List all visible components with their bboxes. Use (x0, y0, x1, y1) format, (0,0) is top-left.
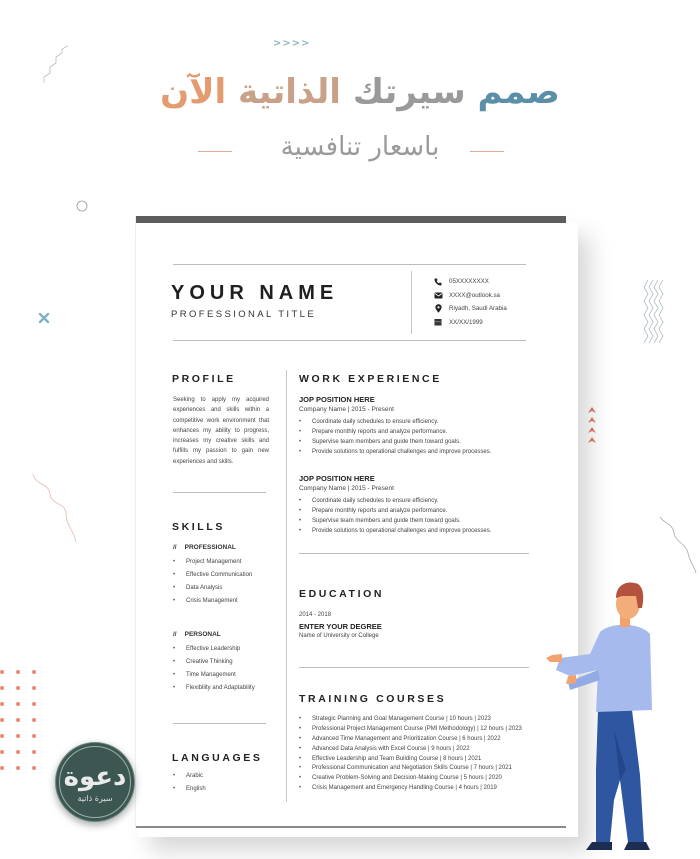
email-icon (433, 290, 443, 300)
contact-phone-text: 05XXXXXXXX (449, 278, 489, 286)
brand-logo-subtitle: سيرة ذاتية (77, 793, 113, 803)
headline-word-3: الذاتية (237, 72, 341, 112)
training-courses-heading: TRAINING COURSES (299, 693, 447, 705)
skills-personal-label: // PERSONAL (173, 631, 221, 638)
circle-decoration (76, 200, 88, 212)
up-arrows-decoration (587, 405, 597, 447)
headline (160, 70, 560, 114)
education-heading: EDUCATION (299, 588, 385, 600)
list-item: • Arabic (173, 773, 206, 786)
zigzag-lines-decoration-right (642, 278, 666, 348)
professional-skills-list (173, 559, 252, 611)
list-item: • Supervise team members and guide them toward goals. (299, 439, 491, 449)
list-item: • Creative Thinking (173, 659, 255, 672)
headline-word-2: سيرتك (352, 72, 466, 112)
header-vertical-divider (411, 271, 412, 334)
resume-top-bar (136, 216, 566, 223)
arrows-decoration: >>>> (273, 38, 311, 49)
list-item: • Time Management (173, 672, 255, 685)
subheadline: باسعار تنافسية (280, 132, 440, 162)
contact-birthdate-text: XX/XX/1999 (449, 318, 483, 326)
contact-email-text: XXXX@outlook.sa (449, 291, 500, 299)
list-item: • Coordinate daily schedules to ensure efficiency. (299, 419, 491, 429)
contact-email (433, 289, 507, 303)
list-item: • Provide solutions to operational challenges and improve processes. (299, 528, 491, 538)
work-experience-heading: WORK EXPERIENCE (299, 373, 442, 385)
list-item: • Crisis Management (173, 598, 252, 611)
dot-grid-decoration (0, 670, 48, 782)
list-item: • Creative Problem-Solving and Decision-Making Course | 5 hours | 2020 (299, 775, 522, 785)
profile-divider (173, 492, 266, 493)
resume-name: YOUR NAME (171, 282, 339, 304)
skills-professional-label: // PROFESSIONAL (173, 544, 236, 551)
training-courses-list (299, 716, 522, 795)
education-degree: ENTER YOUR DEGREE (299, 622, 382, 631)
job-1-company: Company Name | 2015 - Present (299, 406, 394, 413)
list-item: • Project Management (173, 559, 252, 572)
list-item: • Coordinate daily schedules to ensure efficiency. (299, 498, 491, 508)
list-item: • Advanced Time Management and Prioritization Course | 6 hours | 2022 (299, 736, 522, 746)
list-item: • Advanced Data Analysis with Excel Course | 9 hours | 2022 (299, 746, 522, 756)
list-item: • Prepare monthly reports and analyze performance. (299, 508, 491, 518)
job-1-title: JOP POSITION HERE (299, 395, 375, 404)
list-item: • Supervise team members and guide them toward goals. (299, 518, 491, 528)
profile-text: Seeking to apply my acquired experiences and skills within a competitive work environment that enhances my ability to progress, increases my creative skills and fulfills my passion to gain new experiences and skills. (173, 397, 269, 465)
phone-icon (433, 277, 443, 287)
list-item: • Professional Communication and Negotiation Skills Course | 7 hours | 2021 (299, 765, 522, 775)
zigzag-decoration-top-left (42, 45, 72, 85)
list-item: • Provide solutions to operational challenges and improve processes. (299, 449, 491, 459)
list-item: • Effective Leadership and Team Building Course | 8 hours | 2021 (299, 756, 522, 766)
profile-heading: PROFILE (172, 373, 236, 385)
languages-heading: LANGUAGES (172, 752, 263, 764)
list-item: • English (173, 786, 206, 799)
brand-logo-badge (55, 742, 135, 822)
headline-word-4: الآن (160, 72, 227, 112)
contact-location (433, 302, 507, 316)
wave-decoration-right (658, 515, 698, 575)
personal-skills-list (173, 646, 255, 698)
divider-dash-right (470, 151, 504, 152)
education-divider (299, 667, 529, 668)
education-years: 2014 - 2018 (299, 612, 332, 618)
list-item: • Prepare monthly reports and analyze performance. (299, 429, 491, 439)
header-bottom-rule (173, 340, 526, 341)
resume-professional-title: PROFESSIONAL TITLE (171, 309, 317, 320)
person-illustration (540, 570, 670, 859)
job-1-duties (299, 419, 491, 459)
list-item: • Crisis Management and Emergency Handling Course | 4 hours | 2019 (299, 785, 522, 795)
list-item: • Effective Leadership (173, 646, 255, 659)
resume-page (135, 216, 566, 828)
skills-divider (173, 723, 266, 724)
education-school: Name of University or College (299, 633, 379, 639)
x-decoration (38, 312, 50, 324)
contact-list (433, 275, 507, 329)
resume-bottom-rule (136, 826, 566, 828)
brand-logo-text: دعوة (63, 761, 127, 792)
skills-heading: SKILLS (172, 521, 225, 533)
contact-location-text: Riyadh, Saudi Arabia (449, 305, 507, 313)
location-pin-icon (433, 304, 443, 314)
job-2-duties (299, 498, 491, 538)
header-top-rule (173, 264, 526, 265)
work-divider (299, 553, 529, 554)
contact-birthdate (433, 316, 507, 330)
list-item: • Effective Communication (173, 572, 252, 585)
list-item: • Flexibility and Adaptability (173, 685, 255, 698)
job-2-title: JOP POSITION HERE (299, 474, 375, 483)
headline-word-1: صمم (477, 72, 560, 112)
contact-phone (433, 275, 507, 289)
list-item: • Data Analysis (173, 585, 252, 598)
calendar-icon (433, 317, 443, 327)
list-item: • Strategic Planning and Goal Management Course | 10 hours | 2023 (299, 716, 522, 726)
list-item: • Professional Project Management Course (PMI Methodology) | 12 hours | 2023 (299, 726, 522, 736)
wave-decoration-left (30, 472, 80, 544)
languages-list (173, 773, 206, 799)
job-2-company: Company Name | 2015 - Present (299, 485, 394, 492)
column-divider (286, 370, 287, 802)
